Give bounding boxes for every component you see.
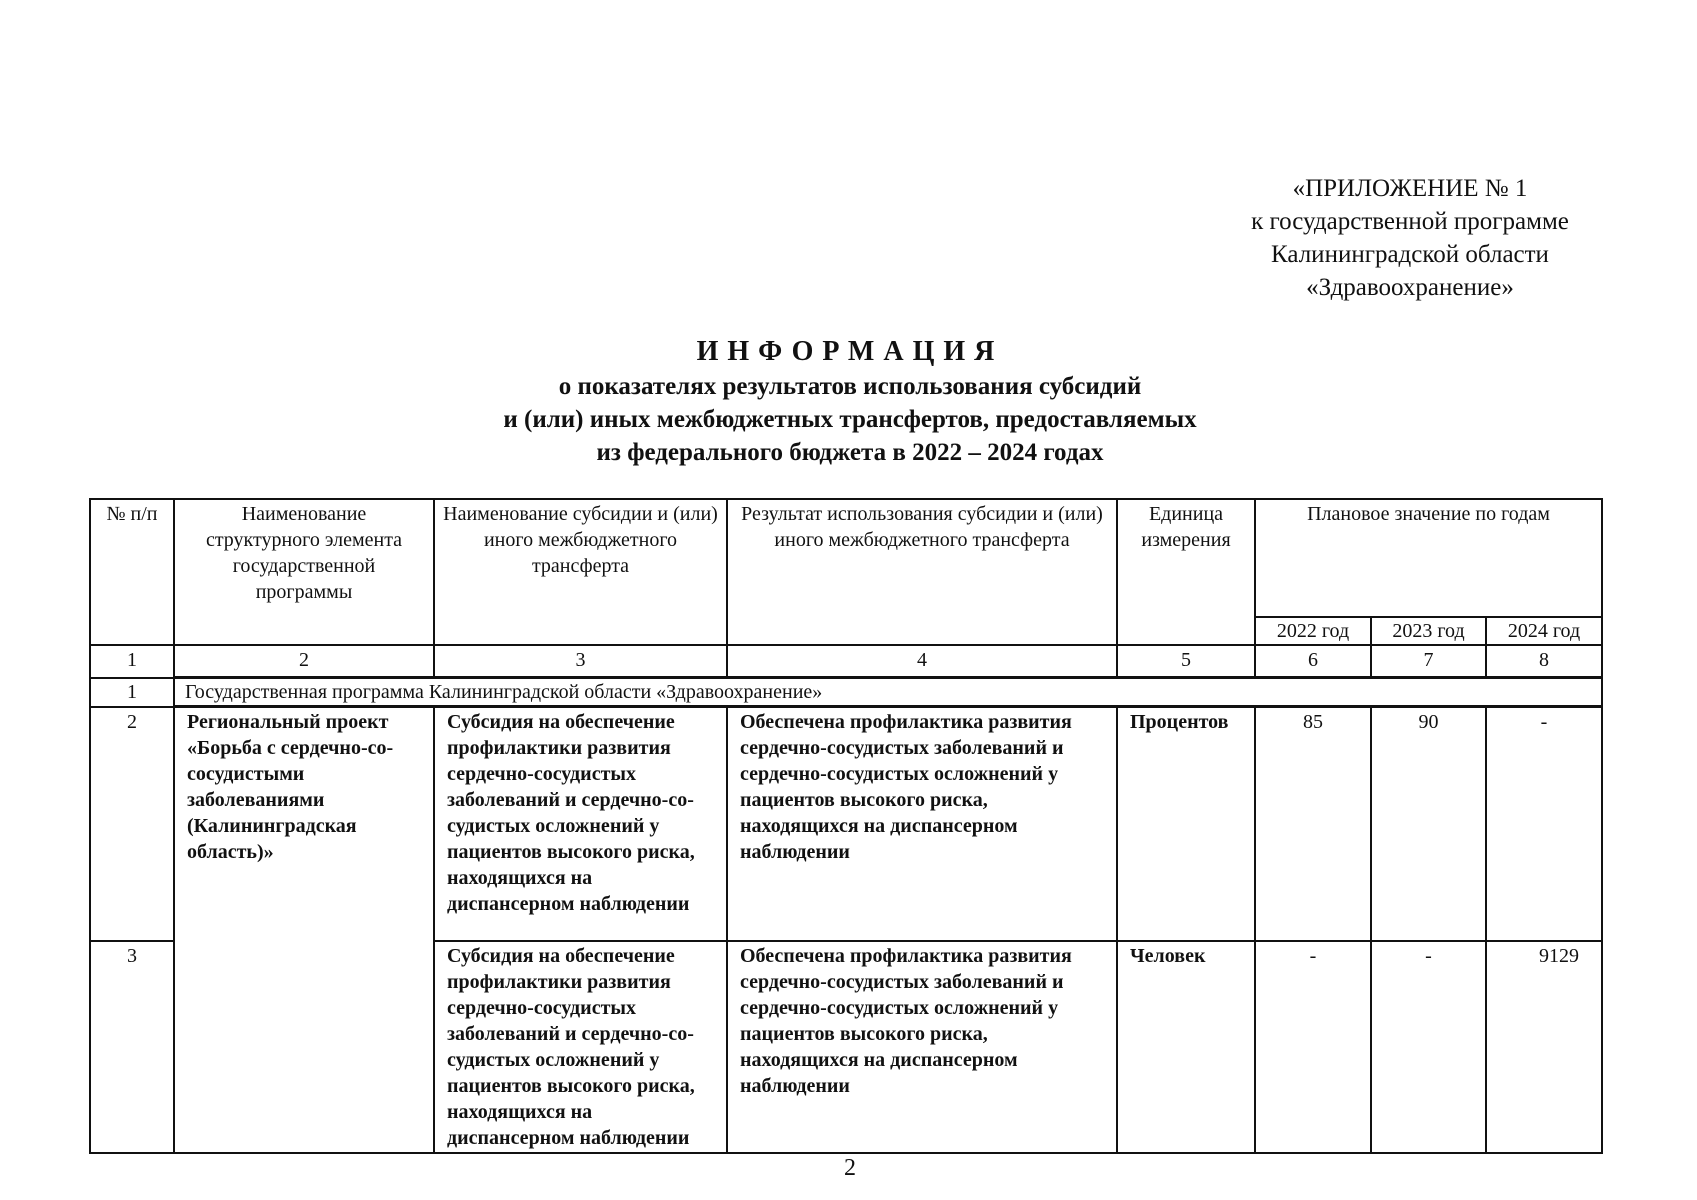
page-number: 2 <box>844 1155 856 1181</box>
title-line-3: из федерального бюджета в 2022 – 2024 годах <box>596 439 1104 466</box>
appendix-line-2: к государственной программе <box>1251 208 1569 235</box>
row-result: Обеспечена профилактика развития сердечно-сосудистых заболеваний и сердечно-сосудистых осложнений у пациентов высокого риска, находящихся на диспансерном наблюдении <box>727 941 1117 1153</box>
row-element: Региональный проект «Борьба с сердечно-со-сосудистыми заболеваниями (Калининградская область)» <box>174 707 434 1153</box>
header-year-2023: 2023 год <box>1371 617 1486 645</box>
row-unit: Человек <box>1117 941 1255 1153</box>
row-num: 2 <box>90 707 174 941</box>
program-row-num: 1 <box>90 678 174 707</box>
row-value-2023: 90 <box>1371 707 1486 941</box>
row-value-2022: - <box>1255 941 1371 1153</box>
column-number: 6 <box>1255 645 1371 678</box>
header-num: № п/п <box>90 499 174 645</box>
column-number: 5 <box>1117 645 1255 678</box>
row-num: 3 <box>90 941 174 1153</box>
column-number: 1 <box>90 645 174 678</box>
title-line-1: о показателях результатов использования субсидий <box>558 373 1142 400</box>
header-subsidy: Наименование субсидии и (или) иного межбюджетного трансферта <box>434 499 727 645</box>
title-line-2: и (или) иных межбюджетных трансфертов, предоставляемых <box>503 406 1197 433</box>
indicators-table <box>89 498 1603 1154</box>
header-year-2024: 2024 год <box>1486 617 1602 645</box>
appendix-line-4: «Здравоохранение» <box>1306 274 1514 301</box>
row-subsidy: Субсидия на обеспечение профилактики развития сердечно-сосудистых заболеваний и сердечно-со-судистых осложнений у пациентов высокого риска, находящихся на диспансерном наблюдении <box>434 707 727 941</box>
row-unit: Процентов <box>1117 707 1255 941</box>
program-row-text: Государственная программа Калининградской области «Здравоохранение» <box>174 678 1602 707</box>
column-numbers-row <box>90 645 1602 678</box>
row-value-2024: - <box>1486 707 1602 941</box>
column-number: 2 <box>174 645 434 678</box>
appendix-line-1: «ПРИЛОЖЕНИЕ № 1 <box>1292 175 1528 202</box>
column-number: 7 <box>1371 645 1486 678</box>
column-number: 8 <box>1486 645 1602 678</box>
row-value-2022: 85 <box>1255 707 1371 941</box>
program-row <box>90 678 1602 707</box>
header-result: Результат использования субсидии и (или) иного межбюджетного трансферта <box>727 499 1117 645</box>
header-year-2022: 2022 год <box>1255 617 1371 645</box>
column-number: 4 <box>727 645 1117 678</box>
appendix-line-3: Калининградской области <box>1271 241 1549 268</box>
appendix-header <box>1200 172 1620 304</box>
header-element: Наименование структурного элемента государственной программы <box>174 499 434 645</box>
header-row <box>90 499 1602 617</box>
document-title <box>300 334 1400 469</box>
title-main: ИНФОРМАЦИЯ <box>696 336 1004 367</box>
column-number: 3 <box>434 645 727 678</box>
row-subsidy: Субсидия на обеспечение профилактики развития сердечно-сосудистых заболеваний и сердечно-со-судистых осложнений у пациентов высокого риска, находящихся на диспансерном наблюдении <box>434 941 727 1153</box>
row-value-2023: - <box>1371 941 1486 1153</box>
row-result: Обеспечена профилактика развития сердечно-сосудистых заболеваний и сердечно-сосудистых осложнений у пациентов высокого риска, находящихся на диспансерном наблюдении <box>727 707 1117 941</box>
header-planned: Плановое значение по годам <box>1255 499 1602 617</box>
table-row <box>90 707 1602 941</box>
row-value-2024: 9129 <box>1486 941 1602 1153</box>
header-unit: Единица измерения <box>1117 499 1255 645</box>
